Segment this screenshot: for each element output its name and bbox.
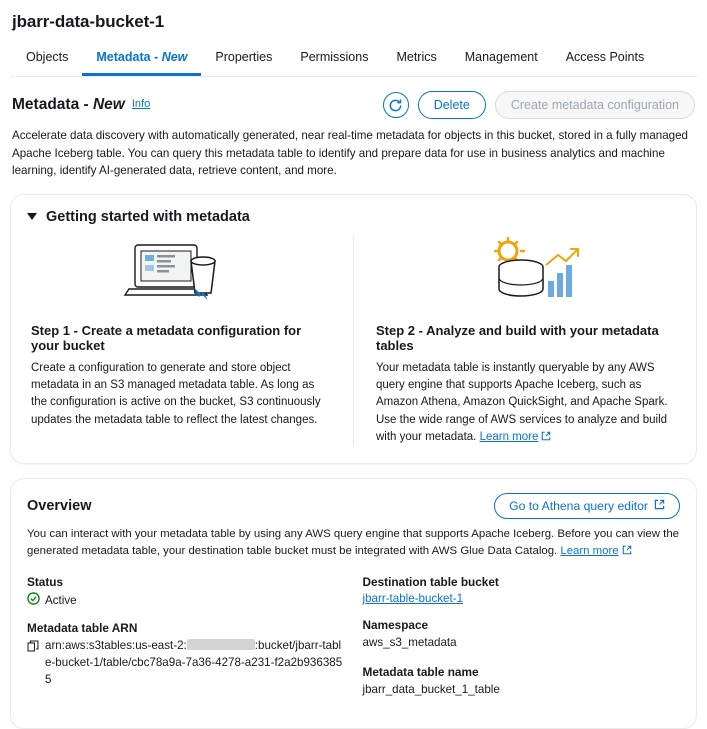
check-circle-icon	[27, 592, 40, 608]
tab-management[interactable]: Management	[464, 50, 538, 64]
getting-started-header[interactable]	[27, 209, 680, 225]
namespace-label: Namespace	[362, 618, 429, 633]
destination-table-bucket-label: Destination table bucket	[362, 575, 499, 590]
laptop-bucket-illustration	[31, 235, 331, 313]
metadata-table-name-field	[363, 665, 681, 699]
tab-metadata[interactable]	[82, 42, 201, 76]
tab-metadata-label: Metadata -	[96, 50, 162, 64]
step-1-heading: Step 1 - Create a metadata configuration for your bucket	[31, 322, 302, 353]
athena-button-label: Go to Athena query editor	[509, 499, 648, 514]
account-id-redacted	[187, 639, 255, 650]
overview-columns	[27, 575, 680, 712]
step-2-learn-more-link[interactable]: Learn more	[479, 430, 539, 443]
destination-table-bucket-value[interactable]: jbarr-table-bucket-1	[362, 592, 464, 606]
tab-properties[interactable]: Properties	[215, 50, 273, 64]
info-link[interactable]: Info	[131, 98, 151, 110]
getting-started-steps	[27, 235, 680, 447]
step-2	[354, 235, 680, 447]
overview-left-column	[27, 575, 345, 712]
metadata-table-arn-label: Metadata table ARN	[27, 621, 138, 636]
arn-row	[27, 638, 345, 688]
step-2-body	[376, 360, 676, 447]
step-2-heading: Step 2 - Analyze and build with your metadata tables	[376, 322, 659, 353]
status-value: Active	[45, 593, 77, 607]
chevron-down-icon[interactable]	[27, 213, 37, 220]
overview-learn-more-link[interactable]: Learn more	[560, 545, 619, 558]
overview-header	[27, 493, 680, 519]
metadata-description: Accelerate data discovery with automatically generated, near real-time metadata for objects in this bucket, stored in a fully managed Apache Iceberg table. You can query this metadata table to identify and prepare data for use in business analytics and machine learning, identify AI-generated data, retrieve content, and more.	[12, 129, 689, 178]
arn-prefix: arn:aws:s3tables:us-east-2:	[45, 639, 187, 653]
getting-started-card	[10, 194, 697, 464]
create-metadata-configuration-button[interactable]: Create metadata configuration	[495, 91, 695, 119]
status-label: Status	[27, 575, 64, 590]
tab-objects[interactable]: Objects	[26, 50, 69, 64]
external-link-icon	[622, 544, 632, 561]
delete-button[interactable]: Delete	[418, 91, 486, 119]
metadata-header	[10, 77, 697, 125]
destination-table-bucket-field	[363, 575, 681, 605]
go-to-athena-query-editor-button[interactable]	[494, 493, 680, 519]
step-1	[27, 235, 354, 447]
tab-access-points[interactable]: Access Points	[565, 50, 645, 64]
overview-card	[10, 478, 697, 729]
external-link-icon	[541, 430, 551, 447]
metadata-table-name-label: Metadata table name	[362, 665, 479, 680]
getting-started-title: Getting started with metadata	[46, 208, 250, 225]
metadata-heading-new: New	[92, 96, 125, 113]
arn-suffix: :bucket/jbarr-table-bucket-1/table/cbc78a9a-7a36-4278-a231-f2a2b9363855	[45, 639, 343, 686]
tab-metadata-badge: New	[161, 50, 188, 64]
status-field	[27, 575, 345, 608]
overview-right-column	[345, 575, 681, 712]
copy-icon[interactable]	[27, 639, 39, 657]
namespace-field	[363, 618, 681, 652]
header-actions	[383, 91, 695, 119]
step-2-text: Your metadata table is instantly queryable by any AWS query engine that supports Apache Iceberg, such as Amazon Athena, Amazon QuickSight, and Apache Spark. Use the wide range of AWS services to analyze and build with your metadata.	[376, 361, 668, 443]
overview-description	[27, 526, 680, 561]
database-chart-illustration	[376, 235, 676, 313]
bucket-tabs	[10, 42, 697, 77]
overview-description-text: You can interact with your metadata table by using any AWS query engine that supports Apache Iceberg. Before you can view the generated metadata table, your destination table bucket must be integrated with AWS Glue Data Catalog.	[27, 528, 679, 558]
metadata-table-arn-value	[45, 638, 345, 688]
metadata-table-name-value: jbarr_data_bucket_1_table	[362, 683, 500, 697]
metadata-heading-text: Metadata -	[12, 96, 93, 113]
tab-permissions[interactable]: Permissions	[300, 50, 369, 64]
status-badge	[27, 592, 345, 608]
page-title: jbarr-data-bucket-1	[12, 12, 165, 31]
overview-title: Overview	[27, 498, 92, 515]
metadata-heading	[12, 96, 125, 114]
external-link-icon	[654, 499, 665, 513]
tab-metrics[interactable]: Metrics	[396, 50, 437, 64]
metadata-table-arn-field	[27, 621, 345, 688]
refresh-icon[interactable]	[383, 92, 409, 118]
namespace-value: aws_s3_metadata	[362, 636, 457, 650]
step-1-body: Create a configuration to generate and store object metadata in an S3 managed metadata table. As long as the configuration is active on the bucket, S3 continuously updates the metadata table to reflect the latest changes.	[31, 361, 321, 426]
